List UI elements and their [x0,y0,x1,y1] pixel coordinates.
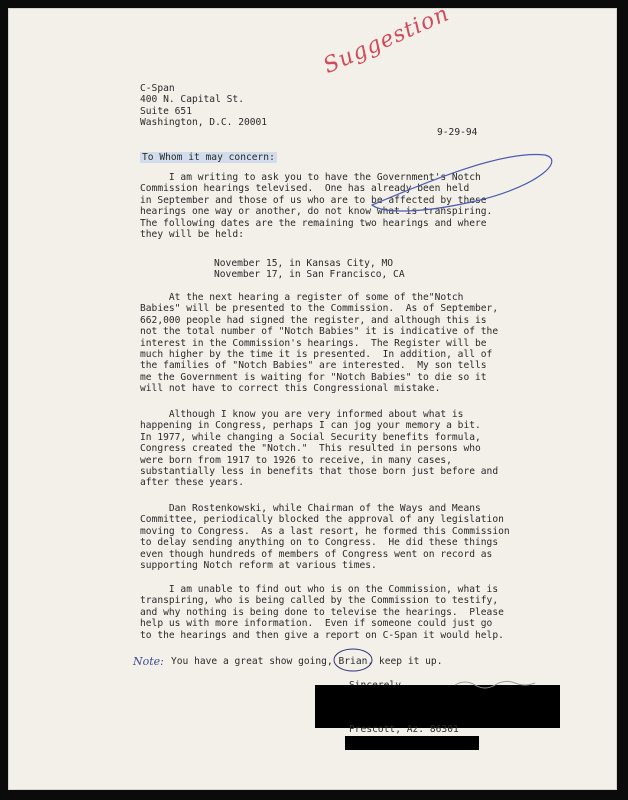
text-line: Dan Rostenkowski, while Chairman of the Ways and Means [140,503,481,514]
paragraph-3 [140,409,520,489]
text-line: 662,000 people had signed the register, and although this is [140,314,487,326]
text-line: In 1977, while changing a Social Security benefits formula, [140,431,481,443]
text-line: not the total number of "Notch Babies" it is indicative of the [140,326,499,338]
text-line: even though hundreds of members of Congress went on record as [140,548,493,560]
text-line: hearings one way or another, do not know what is transpiring. [140,206,493,218]
paragraph-2 [140,292,520,395]
paragraph-1 [140,172,520,240]
text-line: November 15, in Kansas City, MO [214,258,394,269]
redaction-bar [345,736,479,750]
text-line: substantially less in benefits that those born just before and [140,466,499,478]
text-line: help us with more information. Even if someone could just go [140,618,493,630]
text-line: The following dates are the remaining two hearings and where [140,217,487,229]
hearing-dates [214,258,594,281]
text-line: transpiring, who is being called by the Commission to testify, [140,595,499,607]
text-line: November 17, in San Francisco, CA [214,269,405,281]
text-line: happening in Congress, perhaps I can jog your memory a bit. [140,420,481,432]
text-line: interest in the Commission's hearings. The Register will be [140,337,487,349]
paragraph-5 [140,584,520,641]
note-line: You have a great show going, Brian, keep it up. [171,656,443,667]
handwritten-suggestion: Suggestion [319,1,454,80]
recipient-address [140,83,267,129]
text-line: Although I know you are very informed about what is [140,409,464,420]
text-line: the families of "Notch Babies" are interested. My son tells [140,360,487,372]
text-line: moving to Congress. As a last resort, he formed this Commission [140,525,510,537]
text-line: to delay sending anything on to Congress. He did these things [140,537,499,549]
text-line: I am unable to find out who is on the Commission, what is [140,584,499,595]
text-line: At the next hearing a register of some of the"Notch [140,292,464,303]
text-line: Commission hearings televised. One has already been held [140,183,470,195]
text-line: Babies" will be presented to the Commission. As of September, [140,303,499,315]
address-line: 400 N. Capital St. [140,94,244,106]
text-line: Congress created the "Notch." This resulted in persons who [140,443,481,455]
address-line: Washington, D.C. 20001 [140,117,268,129]
redaction-bar [315,685,560,728]
paragraph-4 [140,503,520,571]
address-line: C-Span [140,83,175,94]
text-line: were born from 1917 to 1926 to receive, in many cases, [140,454,452,466]
text-line: will not have to correct this Congressional mistake. [140,383,441,395]
letter-page [8,8,617,790]
text-line: in September and those of us who are to be affected by these [140,194,487,206]
text-line: after these years. [140,477,244,489]
text-line: much higher by the time it is presented. In addition, all of [140,349,493,361]
sender-location: Prescott, Az. 86301 [349,724,459,735]
text-line: and why nothing is being done to televise the hearings. Please [140,606,504,618]
text-line: Committee, periodically blocked the approval of any legislation [140,514,504,526]
salutation: To Whom it may concern: [142,152,275,163]
text-line: to the hearings and then give a report on C-Span it would help. [140,629,504,641]
handwritten-note-label: Note: [133,655,164,668]
text-line: they will be held: [140,229,244,241]
text-line: I am writing to ask you to have the Government's Notch [140,172,481,183]
text-line: supporting Notch reform at various times. [140,560,377,572]
address-line: Suite 651 [140,105,192,117]
letter-date: 9-29-94 [437,127,478,138]
text-line: me the Government is waiting for "Notch Babies" to die so it [140,371,487,383]
